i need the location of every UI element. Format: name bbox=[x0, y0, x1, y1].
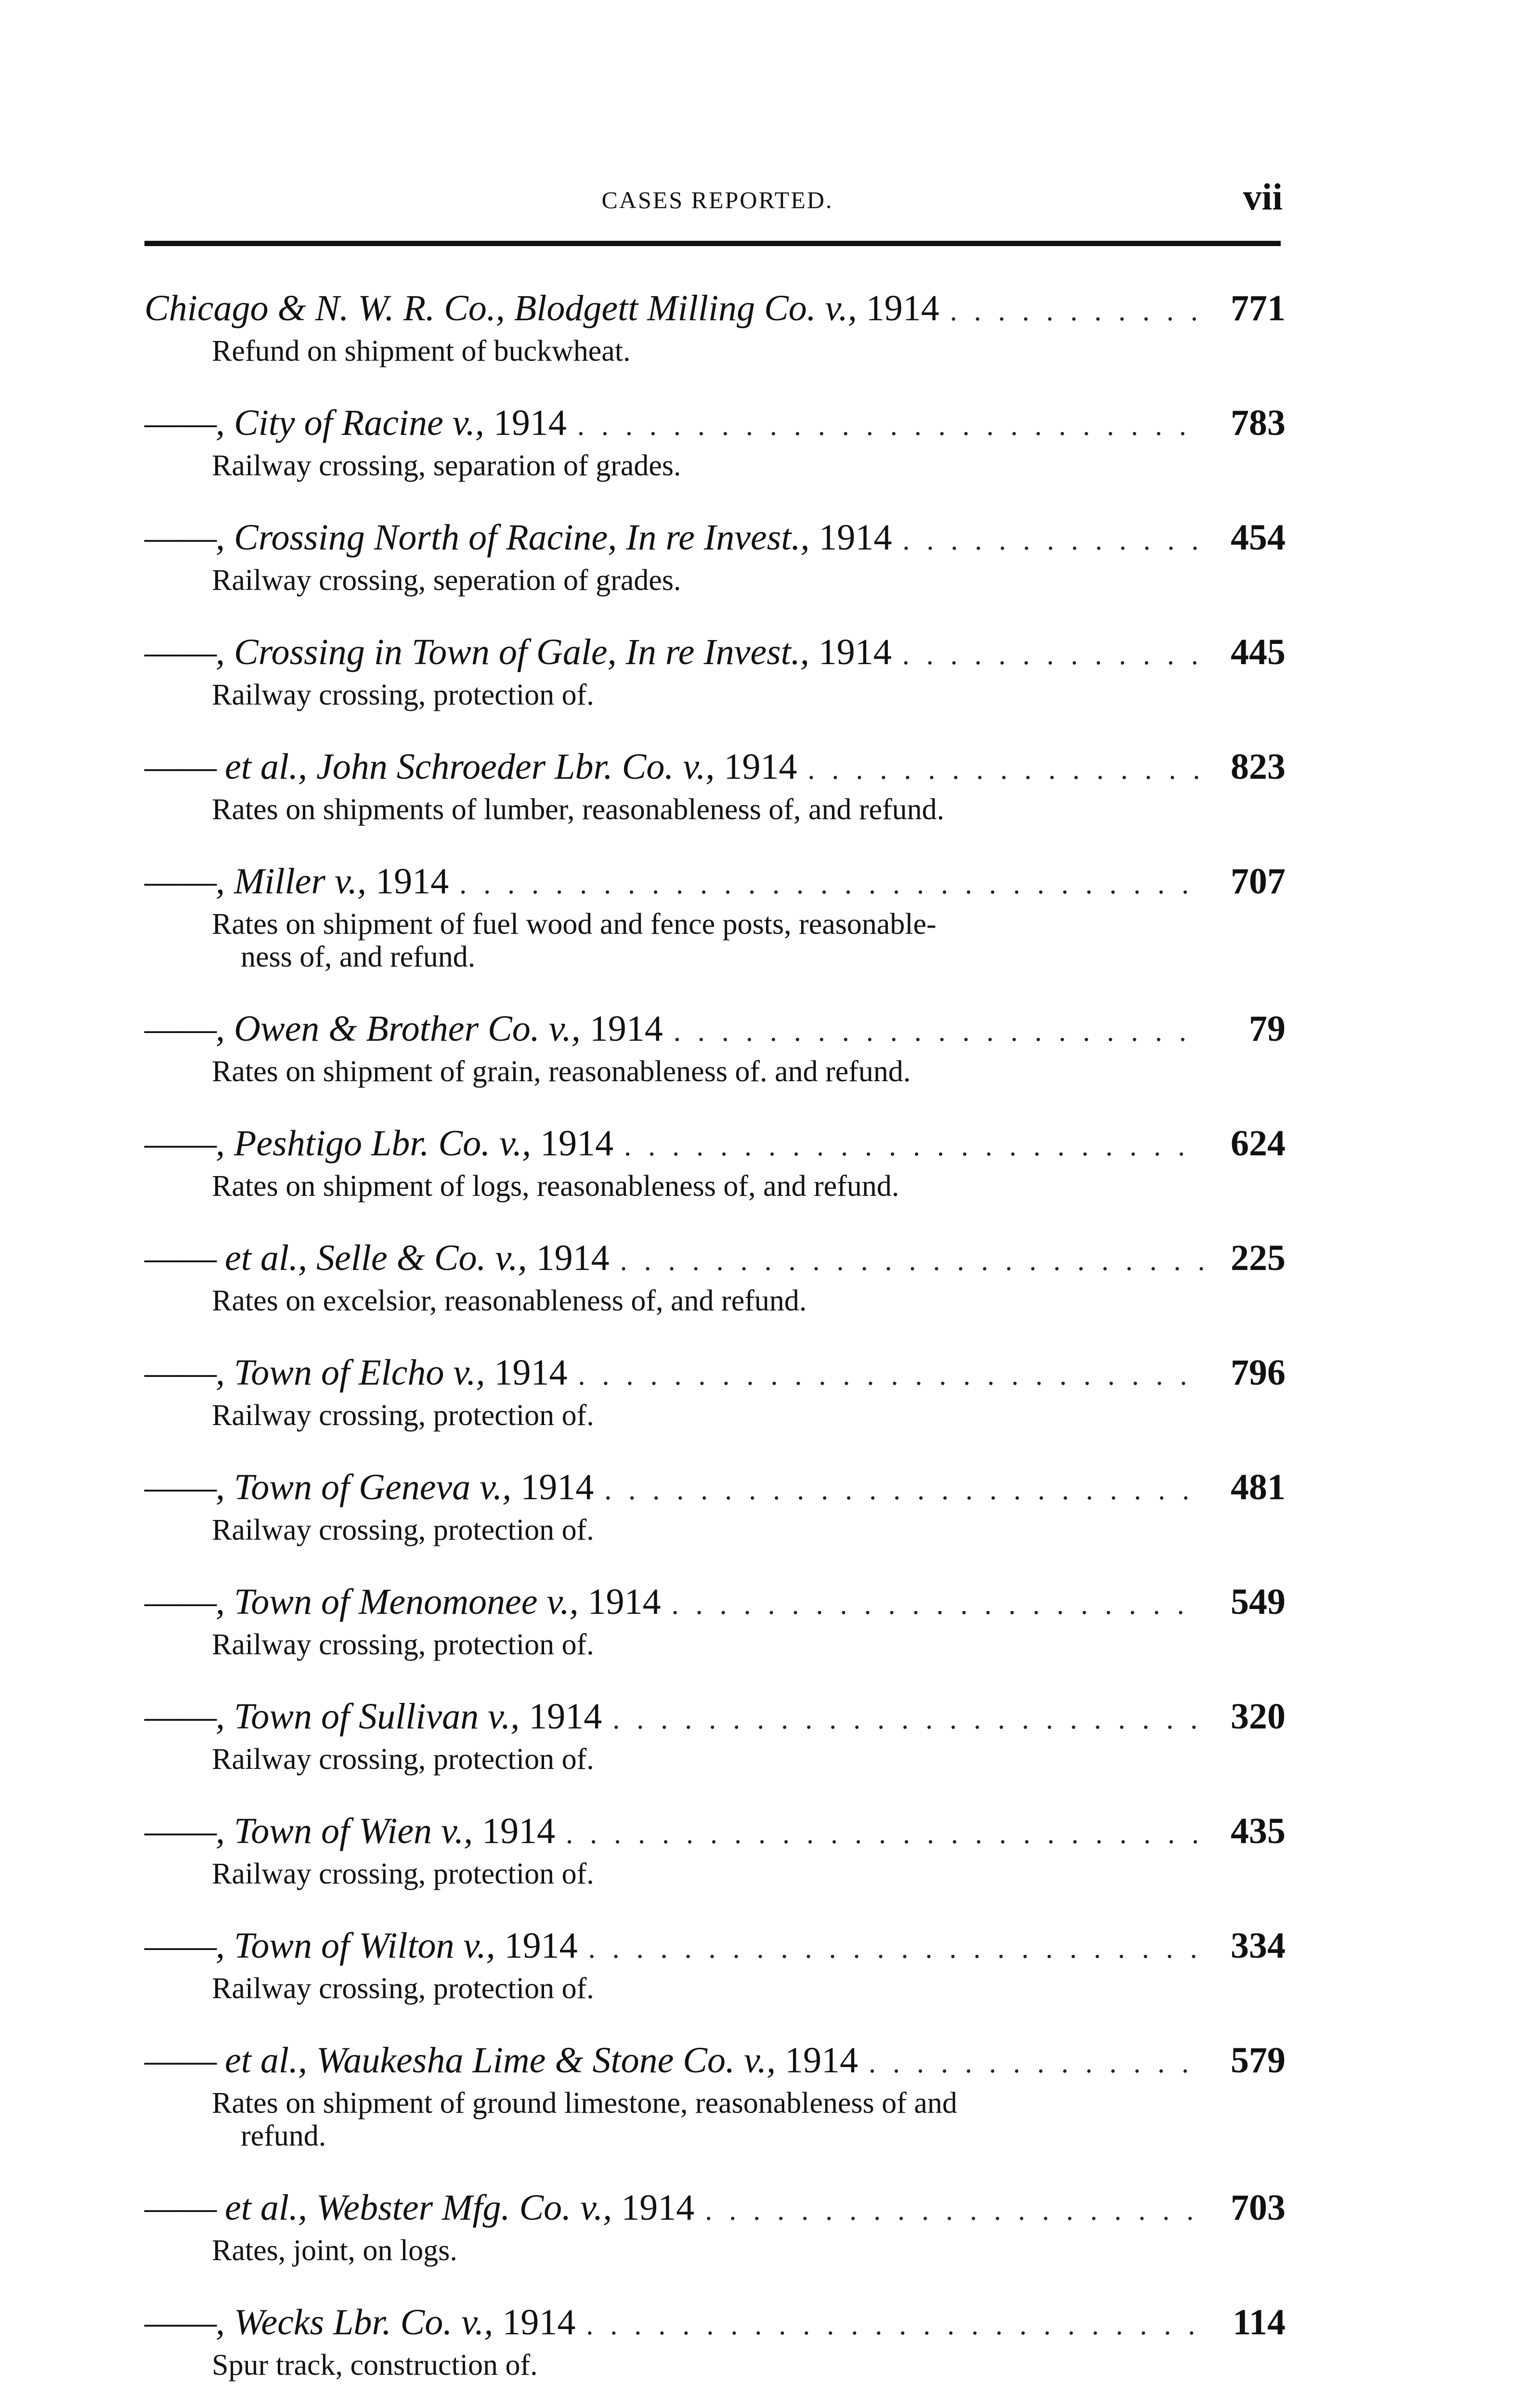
case-year: 1914 bbox=[529, 1696, 602, 1737]
case-line bbox=[144, 1117, 1286, 1170]
ditto-dash: —— bbox=[144, 2302, 216, 2343]
ditto-dash: —— bbox=[144, 2040, 216, 2081]
case-name: et al., Selle & Co. v., bbox=[216, 1238, 527, 1278]
page-number: 320 bbox=[1231, 1696, 1286, 1737]
case-name: , Miller v., bbox=[216, 861, 367, 902]
ditto-dash: —— bbox=[144, 403, 216, 443]
case-description: Rates on excelsior, reasonableness of, and refund. bbox=[212, 1284, 807, 1317]
dot-leader bbox=[612, 1692, 1203, 1745]
page-number: 707 bbox=[1231, 861, 1286, 902]
case-name: , Town of Geneva v., bbox=[216, 1467, 512, 1507]
dot-leader bbox=[588, 1922, 1203, 1975]
case-line bbox=[144, 282, 1286, 335]
case-name: , Crossing in Town of Gale, In re Invest., bbox=[216, 632, 809, 672]
case-year: 1914 bbox=[520, 1467, 594, 1507]
case-description: Railway crossing, seperation of grades. bbox=[212, 564, 681, 597]
case-line bbox=[144, 2181, 1286, 2234]
case-year: 1914 bbox=[621, 2187, 695, 2228]
description-line: Rates on shipment of ground limestone, reasonableness of and bbox=[212, 2087, 957, 2120]
case-title bbox=[144, 396, 567, 449]
case-entry bbox=[144, 1805, 1286, 1890]
dot-leader bbox=[459, 857, 1203, 910]
page-number: 624 bbox=[1231, 1123, 1286, 1164]
page-number: 549 bbox=[1231, 1582, 1286, 1622]
case-title bbox=[144, 1575, 661, 1628]
case-line bbox=[144, 1231, 1286, 1284]
case-year: 1914 bbox=[493, 403, 567, 443]
case-title bbox=[144, 855, 449, 908]
page-number: 445 bbox=[1231, 632, 1286, 672]
dot-leader bbox=[869, 2036, 1203, 2089]
case-description: Railway crossing, protection of. bbox=[212, 679, 594, 711]
case-entry bbox=[144, 1231, 1286, 1317]
case-entry bbox=[144, 1919, 1286, 2005]
case-name: , Owen & Brother Co. v., bbox=[216, 1008, 581, 1049]
case-title bbox=[144, 740, 797, 793]
case-description: Rates on shipment of grain, reasonableness of. and refund. bbox=[212, 1055, 911, 1088]
case-name: , Crossing North of Racine, In re Invest., bbox=[216, 517, 810, 558]
case-entry bbox=[144, 2296, 1286, 2382]
case-name: et al., John Schroeder Lbr. Co. v., bbox=[216, 746, 715, 787]
case-line bbox=[144, 511, 1286, 564]
case-title bbox=[144, 2181, 694, 2234]
case-year: 1914 bbox=[376, 861, 449, 902]
dot-leader bbox=[624, 1119, 1203, 1172]
running-title: CASES REPORTED. bbox=[601, 186, 833, 213]
case-line bbox=[144, 1575, 1286, 1628]
case-year: 1914 bbox=[540, 1123, 614, 1164]
case-entry bbox=[144, 1690, 1286, 1776]
case-year: 1914 bbox=[866, 288, 939, 328]
page-number: 703 bbox=[1231, 2187, 1286, 2228]
ditto-dash: —— bbox=[144, 1811, 216, 1851]
case-description: Railway crossing, protection of. bbox=[212, 1972, 594, 2005]
ditto-dash: —— bbox=[144, 746, 216, 787]
case-title bbox=[144, 2296, 575, 2349]
page-number: 79 bbox=[1249, 1008, 1286, 1049]
dot-leader bbox=[578, 1348, 1203, 1401]
case-name: , Wecks Lbr. Co. v., bbox=[216, 2302, 494, 2343]
dot-leader bbox=[566, 1807, 1203, 1860]
case-year: 1914 bbox=[504, 1925, 578, 1966]
case-line bbox=[144, 626, 1286, 679]
case-year: 1914 bbox=[785, 2040, 858, 2081]
ditto-dash: —— bbox=[144, 1238, 216, 1278]
case-line bbox=[144, 1919, 1286, 1972]
case-year: 1914 bbox=[536, 1238, 610, 1278]
dot-leader bbox=[586, 2298, 1203, 2351]
case-name: , Town of Wien v., bbox=[216, 1811, 473, 1851]
case-name: , Town of Menomonee v., bbox=[216, 1582, 579, 1622]
page-number: 481 bbox=[1231, 1467, 1286, 1507]
case-description: Refund on shipment of buckwheat. bbox=[212, 335, 631, 367]
case-entry bbox=[144, 396, 1286, 482]
case-title bbox=[144, 1346, 567, 1399]
dot-leader bbox=[950, 284, 1203, 337]
case-name: Chicago & N. W. R. Co., Blodgett Milling Co. v., bbox=[144, 288, 857, 328]
case-entry bbox=[144, 1002, 1286, 1088]
ditto-dash: —— bbox=[144, 861, 216, 902]
page-number: 579 bbox=[1231, 2040, 1286, 2081]
case-title bbox=[144, 2034, 858, 2087]
case-year: 1914 bbox=[587, 1582, 661, 1622]
case-entry bbox=[144, 1346, 1286, 1432]
case-line bbox=[144, 2296, 1286, 2349]
dot-leader bbox=[705, 2184, 1203, 2237]
case-description: Railway crossing, protection of. bbox=[212, 1743, 594, 1776]
ditto-dash: —— bbox=[144, 517, 216, 558]
case-name: , Town of Sullivan v., bbox=[216, 1696, 520, 1737]
case-line bbox=[144, 1002, 1286, 1055]
case-description: Rates on shipments of lumber, reasonableness of, and refund. bbox=[212, 793, 945, 826]
dot-leader bbox=[902, 513, 1203, 566]
page-number: 771 bbox=[1231, 288, 1286, 328]
dot-leader bbox=[604, 1463, 1203, 1516]
ditto-dash: —— bbox=[144, 1008, 216, 1049]
dot-leader bbox=[672, 1578, 1203, 1631]
case-description: Railway crossing, separation of grades. bbox=[212, 449, 681, 482]
case-title bbox=[144, 1690, 602, 1743]
case-description: Railway crossing, protection of. bbox=[212, 1514, 594, 1546]
case-entry bbox=[144, 511, 1286, 597]
case-title bbox=[144, 282, 939, 335]
description-continuation: ness of, and refund. bbox=[241, 941, 476, 973]
case-name: , City of Racine v., bbox=[216, 403, 484, 443]
case-name: , Town of Elcho v., bbox=[216, 1352, 485, 1393]
case-line bbox=[144, 1805, 1286, 1858]
case-year: 1914 bbox=[502, 2302, 576, 2343]
page-number: 334 bbox=[1231, 1925, 1286, 1966]
case-year: 1914 bbox=[818, 632, 892, 672]
ditto-dash: —— bbox=[144, 1696, 216, 1737]
case-description: Spur track, construction of. bbox=[212, 2349, 538, 2382]
case-entry bbox=[144, 626, 1286, 711]
case-year: 1914 bbox=[494, 1352, 568, 1393]
ditto-dash: —— bbox=[144, 632, 216, 672]
page-number: 435 bbox=[1231, 1811, 1286, 1851]
case-line bbox=[144, 1461, 1286, 1514]
case-line bbox=[144, 2034, 1286, 2087]
case-entry bbox=[144, 282, 1286, 367]
dot-leader bbox=[807, 743, 1203, 796]
description-continuation: refund. bbox=[241, 2120, 326, 2152]
case-name: , Town of Wilton v., bbox=[216, 1925, 495, 1966]
case-line bbox=[144, 740, 1286, 793]
case-title bbox=[144, 1805, 555, 1858]
page-number: 454 bbox=[1231, 517, 1286, 558]
case-year: 1914 bbox=[482, 1811, 556, 1851]
case-title bbox=[144, 1117, 613, 1170]
case-year: 1914 bbox=[818, 517, 892, 558]
case-line bbox=[144, 396, 1286, 449]
case-title bbox=[144, 626, 892, 679]
case-line bbox=[144, 1690, 1286, 1743]
ditto-dash: —— bbox=[144, 1582, 216, 1622]
case-description bbox=[144, 908, 1286, 973]
case-description: Railway crossing, protection of. bbox=[212, 1628, 594, 1661]
dot-leader bbox=[674, 1005, 1203, 1058]
case-entry bbox=[144, 2034, 1286, 2152]
case-title bbox=[144, 1231, 610, 1284]
case-year: 1914 bbox=[589, 1008, 663, 1049]
ditto-dash: —— bbox=[144, 1467, 216, 1507]
page-number: 114 bbox=[1233, 2302, 1286, 2343]
case-title bbox=[144, 1461, 594, 1514]
ditto-dash: —— bbox=[144, 1123, 216, 1164]
running-head bbox=[0, 178, 1533, 222]
dot-leader bbox=[902, 628, 1203, 681]
case-title bbox=[144, 1002, 663, 1055]
case-entry bbox=[144, 1575, 1286, 1661]
case-title bbox=[144, 1919, 578, 1972]
ditto-dash: —— bbox=[144, 2187, 216, 2228]
case-index-list bbox=[144, 282, 1286, 2408]
dot-leader bbox=[577, 399, 1203, 452]
case-description: Railway crossing, protection of. bbox=[212, 1399, 594, 1432]
case-entry bbox=[144, 2181, 1286, 2267]
case-name: et al., Webster Mfg. Co. v., bbox=[216, 2187, 612, 2228]
case-name: , Peshtigo Lbr. Co. v., bbox=[216, 1123, 532, 1164]
case-line bbox=[144, 855, 1286, 908]
case-entry bbox=[144, 1117, 1286, 1203]
case-title bbox=[144, 511, 892, 564]
case-entry bbox=[144, 855, 1286, 973]
page-number: 783 bbox=[1231, 403, 1286, 443]
header-rule bbox=[144, 241, 1281, 246]
ditto-dash: —— bbox=[144, 1925, 216, 1966]
case-description bbox=[144, 2087, 1286, 2152]
page-number: 823 bbox=[1231, 746, 1286, 787]
case-entry bbox=[144, 740, 1286, 826]
case-year: 1914 bbox=[724, 746, 797, 787]
case-description: Railway crossing, protection of. bbox=[212, 1858, 594, 1890]
case-description: Rates, joint, on logs. bbox=[212, 2234, 457, 2267]
case-description: Rates on shipment of logs, reasonableness of, and refund. bbox=[212, 1170, 899, 1203]
page-folio: vii bbox=[1243, 176, 1283, 218]
case-entry bbox=[144, 1461, 1286, 1546]
page-number: 225 bbox=[1231, 1238, 1286, 1278]
ditto-dash: —— bbox=[144, 1352, 216, 1393]
case-line bbox=[144, 1346, 1286, 1399]
page-number: 796 bbox=[1231, 1352, 1286, 1393]
case-name: et al., Waukesha Lime & Stone Co. v., bbox=[216, 2040, 776, 2081]
dot-leader bbox=[620, 1234, 1203, 1287]
description-line: Rates on shipment of fuel wood and fence posts, reasonable- bbox=[212, 908, 936, 941]
